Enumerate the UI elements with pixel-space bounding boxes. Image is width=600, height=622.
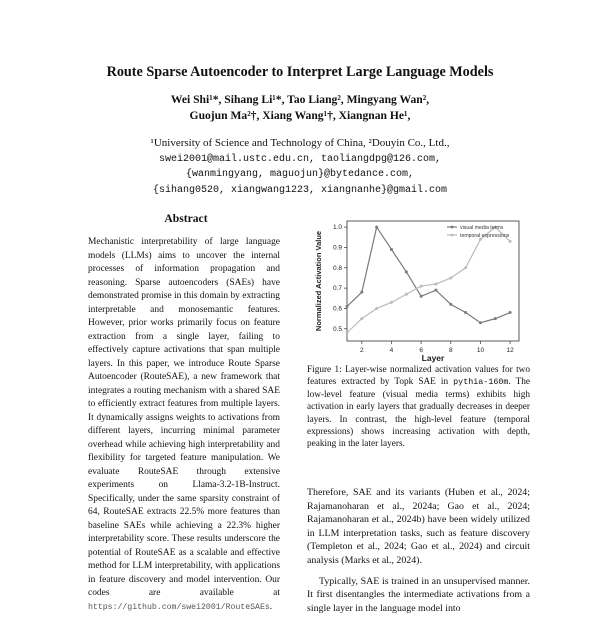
abstract-end: . [269, 601, 273, 612]
email-line-3: {sihang0520, xiangwang1223, xiangnanhe}@gmail.com [152, 184, 448, 196]
legend-marker [451, 234, 454, 237]
body-paragraph-2: Typically, SAE is trained in an unsupervised manner. It first disentangles the intermediate activations from a single layer in the language model into [307, 575, 530, 614]
y-tick-label: 0.7 [332, 285, 342, 293]
data-point [479, 321, 482, 324]
activation-line-chart [307, 213, 529, 363]
data-point [375, 226, 378, 229]
x-tick-label: 10 [476, 347, 485, 354]
series-line [347, 227, 510, 333]
x-tick-label: 8 [448, 347, 453, 354]
body-paragraph-1: Therefore, SAE and its variants (Huben et al., 2024; Rajamanoharan et al., 2024a; Gao et al., 2024; Rajamanoharan et al., 2024b) have been widely utilized in LLM interpretation tasks, such as feature discovery (Templeton et al., 2024; Gao et al., 2024) and circuit analysis (Marks et al., 2024). [307, 487, 530, 566]
authors-line-2: Guojun Ma²†, Xiang Wang¹†, Xiangnan He¹, [189, 109, 411, 122]
data-point [464, 266, 467, 269]
data-point [434, 283, 437, 286]
y-tick-label: 0.6 [332, 305, 342, 313]
x-tick-label: 2 [360, 347, 364, 354]
y-tick-label: 0.8 [332, 264, 342, 272]
abstract-body [88, 236, 280, 614]
figure-1 [307, 213, 529, 363]
data-point [405, 270, 408, 273]
code-link[interactable]: https://github.com/swei2001/RouteSAEs [88, 602, 270, 612]
data-point [375, 307, 378, 310]
paper-title: Route Sparse Autoencoder to Interpret Large Language Models [106, 64, 494, 80]
data-point [449, 303, 452, 306]
data-point [464, 311, 467, 314]
x-axis-label: Layer [421, 353, 445, 363]
data-point [494, 317, 497, 320]
data-point [420, 285, 423, 288]
data-point [390, 248, 393, 251]
author-list [0, 92, 600, 124]
figure-caption [307, 364, 530, 451]
caption-model-name: pythia-160m [453, 377, 509, 388]
data-point [509, 240, 512, 243]
abstract-text: Mechanistic interpretability of large language models (LLMs) aims to uncover the internal processes of information propagation and reasoning. Sparse autoencoders (SAEs) have demonstrated promise in this domain by extracting interpretable and monosemantic features. However, prior works primarily focus on feature extraction from a single layer, failing to effectively capture activations that span multiple layers. In this paper, we introduce Route Sparse Autoencoder (RouteSAE), a new framework that integrates a routing mechanism with a shared SAE to efficiently extract features from multiple layers. It dynamically assigns weights to activations from different layers, incurring minimal parameter overhead while achieving high interpretability and flexibility for targeted feature manipulation. We evaluate RouteSAE through extensive experiments on Llama-3.2-1B-Instruct. Specifically, under the same sparsity constraint of 64, RouteSAE extracts 22.5% more features than baseline SAEs while achieving a 22.3% higher interpretability score. These results underscore the potential of RouteSAE as a scalable and effective method for LLM interpretability, with applications in feature discovery and model intervention. Our codes are available at [88, 237, 280, 598]
authors-line-1: Wei Shi¹*, Sihang Li¹*, Tao Liang², Mingyang Wan², [170, 93, 430, 106]
data-point [360, 317, 363, 320]
affiliations [0, 136, 600, 198]
legend-label: visual media terms [460, 225, 504, 231]
y-tick-label: 0.9 [332, 244, 342, 252]
data-point [405, 293, 408, 296]
data-point [434, 289, 437, 292]
data-point [360, 291, 363, 294]
y-tick-label: 0.5 [332, 325, 342, 333]
y-tick-label: 1.0 [332, 224, 342, 232]
series-line [347, 227, 510, 323]
data-point [420, 295, 423, 298]
affiliation-line: ¹University of Science and Technology of China, ²Douyin Co., Ltd., [150, 137, 450, 149]
x-tick-label: 6 [419, 347, 423, 354]
x-tick-label: 12 [506, 347, 514, 354]
data-point [346, 331, 349, 334]
email-line-1: swei2001@mail.ustc.edu.cn, taoliangdpg@126.com, [158, 153, 442, 165]
chart-frame [347, 221, 519, 341]
y-axis-label: Normalized Activation Value [314, 230, 323, 332]
data-point [390, 301, 393, 304]
data-point [346, 305, 349, 308]
data-point [449, 276, 452, 279]
legend-marker [451, 226, 454, 229]
x-tick-label: 4 [389, 347, 394, 354]
legend-label: temporal expressions [460, 233, 510, 239]
body-text [307, 486, 530, 622]
caption-text: Figure 1: Layer-wise normalized activation values for two features extracted by Topk SAE in [307, 365, 530, 388]
email-line-2: {wanmingyang, maguojun}@bytedance.com, [185, 169, 415, 180]
caption-text-rest: . The low-level feature (visual media terms) exhibits high activation in early layers that gradually decreases in deeper layers. In contrast, the high-level feature (temporal expressions) shows increasing activation with depth, peaking in the later layers. [307, 377, 531, 450]
data-point [509, 311, 512, 314]
chart-ticks [314, 224, 514, 363]
plot-area-border [347, 221, 519, 341]
abstract-heading: Abstract [164, 212, 208, 225]
chart-lines [346, 226, 512, 335]
